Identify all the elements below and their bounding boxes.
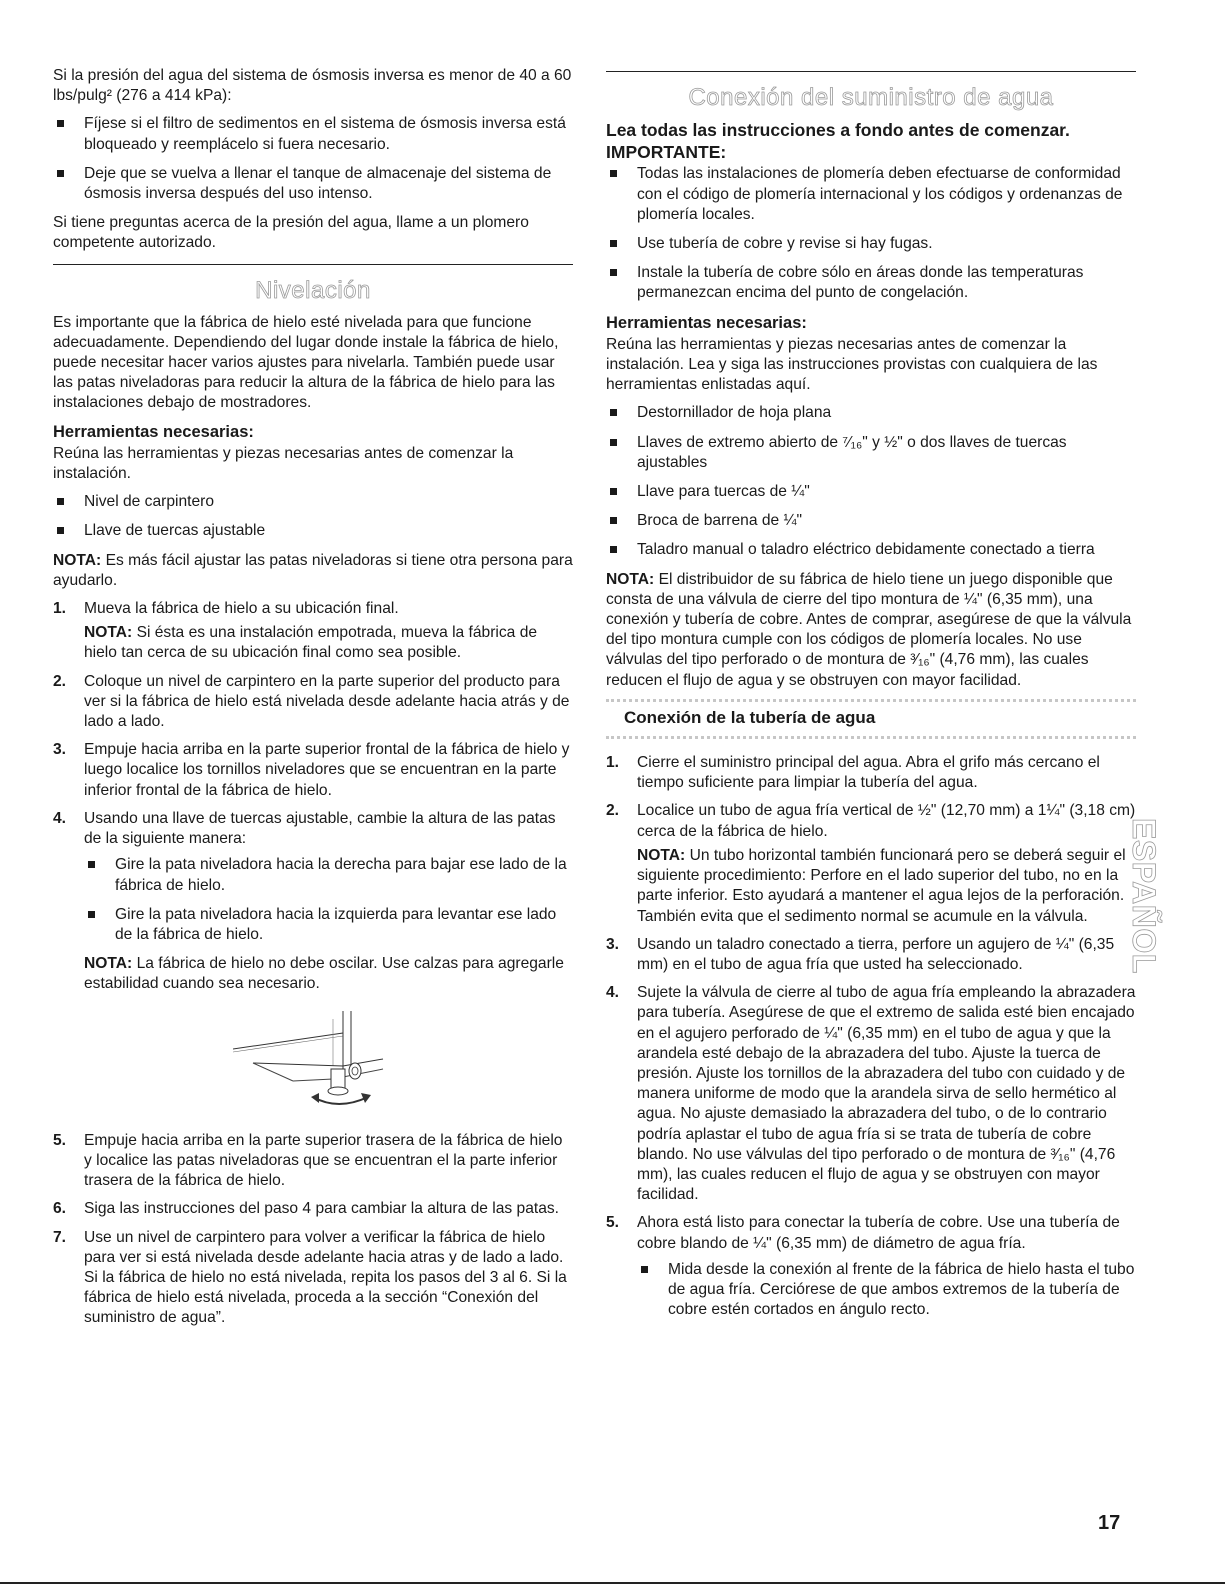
step-number: 2. <box>53 672 67 690</box>
list-item: Use tubería de cobre y revise si hay fugas. <box>606 234 1136 254</box>
step-text: Usando un taladro conectado a tierra, perfore un agujero de ¼" (6,35 mm) en el tubo de agua fría que usted ha seleccionado. <box>637 935 1115 973</box>
water-line-steps <box>606 753 1136 1320</box>
right-column <box>606 66 1136 1329</box>
list-item: Fíjese si el filtro de sedimentos en el sistema de ósmosis inversa está bloqueado y reemplácelo si fuera necesario. <box>53 114 573 154</box>
step-number: 7. <box>53 1228 67 1246</box>
list-item: Llave para tuercas de ¼" <box>606 482 1136 502</box>
step-item <box>53 1228 573 1329</box>
language-side-tab <box>1126 818 1162 1058</box>
step-number: 6. <box>53 1200 67 1218</box>
section-paragraph: Es importante que la fábrica de hielo esté nivelada para que funcione adecuadamente. Dependiendo del lugar donde instale la fábrica de hielo, puede necesitar hacer varios ajustes para nivelarla. También puede usar las patas niveladoras para reducir la altura de la fábrica de hielo para las instalaciones debajo de mostradores. <box>53 313 559 412</box>
step-number: 3. <box>606 935 620 953</box>
step-text: Usando una llave de tuercas ajustable, cambie la altura de las patas de la siguiente manera: <box>84 809 556 848</box>
step-text: Localice un tubo de agua fría vertical de ½" (12,70 mm) a 1¼" (3,18 cm) cerca de la fábrica de hielo. <box>637 802 1136 840</box>
list-item: Destornillador de hoja plana <box>606 403 1136 423</box>
subsection-title: Conexión de la tubería de agua <box>624 707 876 727</box>
list-item: Taladro manual o taladro eléctrico debidamente conectado a tierra <box>606 540 1136 560</box>
note-text: La fábrica de hielo no debe oscilar. Use calzas para agregarle estabilidad cuando sea necesario. <box>84 955 564 993</box>
important-heading: IMPORTANTE: <box>606 142 727 163</box>
note-label: NOTA: <box>606 570 655 588</box>
step-note <box>84 954 573 994</box>
step-text: Empuje hacia arriba en la parte superior frontal de la fábrica de hielo y luego localice los tornillos niveladores que se encuentran en la parte inferior frontal de la fábrica de hielo. <box>84 741 570 799</box>
step-item <box>53 740 573 801</box>
side-tab-text: ESPAÑOL <box>1126 818 1162 974</box>
list-item: Nivel de carpintero <box>53 492 573 512</box>
note-text: Es más fácil ajustar las patas niveladoras si tiene otra persona para ayudarlo. <box>53 551 573 589</box>
step-item <box>606 935 1136 975</box>
step-text: Siga las instrucciones del paso 4 para cambiar la altura de las patas. <box>84 1200 560 1218</box>
step-bullet-list <box>637 1260 1136 1321</box>
tools-heading: Herramientas necesarias: <box>606 313 807 332</box>
section-title-nivelacion: Nivelación <box>255 276 371 304</box>
list-item: Mida desde la conexión al frente de la fábrica de hielo hasta el tubo de agua fría. Cerciórese de que ambos extremos de la tubería de cobre estén cortados en ángulo recto. <box>637 1260 1136 1321</box>
step-item <box>606 983 1136 1205</box>
step-item <box>53 599 573 664</box>
note-text: Si ésta es una instalación empotrada, mueva la fábrica de hielo tan cerca de su ubicación final como sea posible. <box>84 624 538 662</box>
intro-closing-paragraph: Si tiene preguntas acerca de la presión del agua, llame a un plomero competente autorizado. <box>53 214 529 252</box>
step-text: Cierre el suministro principal del agua. Abra el grifo más cercano el tiempo suficiente para limpiar la tubería del agua. <box>637 754 1100 792</box>
step-number: 5. <box>53 1131 67 1149</box>
step-text: Coloque un nivel de carpintero en la parte superior del producto para ver si la fábrica de hielo está nivelada desde adelante hacia atrás y de lado a lado. <box>84 672 570 731</box>
section-divider <box>53 264 573 265</box>
list-item: Gire la pata niveladora hacia la izquierda para levantar ese lado de la fábrica de hielo. <box>84 905 573 945</box>
step-item <box>53 672 573 733</box>
step-item <box>53 1131 573 1192</box>
left-column <box>53 66 573 1337</box>
tools-list <box>606 403 1136 560</box>
step-item <box>606 753 1136 793</box>
step-item <box>606 1213 1136 1320</box>
list-item: Todas las instalaciones de plomería deben efectuarse de conformidad con el código de plomería internacional y los códigos y ordenanzas de plomería locales. <box>606 164 1136 225</box>
step-number: 4. <box>53 809 67 827</box>
note-label: NOTA: <box>84 624 133 642</box>
leveling-steps <box>53 599 573 994</box>
leveling-leg-illustration <box>233 1011 393 1111</box>
step-number: 2. <box>606 802 620 820</box>
step-text: Use un nivel de carpintero para volver a verificar la fábrica de hielo para ver si está nivelada desde adelante hacia atras y de lado a lado. Si la fábrica de hielo no está nivelada, repita los pasos del 3 al 6. Si la fábrica de hielo está nivelada, proceda a la sección “Conexión del suministro de agua”. <box>84 1228 567 1327</box>
list-item: Llaves de extremo abierto de ⁷⁄₁₆" y ½" o dos llaves de tuercas ajustables <box>606 433 1136 473</box>
tools-intro: Reúna las herramientas y piezas necesarias antes de comenzar la instalación. Lea y siga las instrucciones provistas con cualquiera de las herramientas enlistadas aquí. <box>606 335 1098 394</box>
step-number: 3. <box>53 741 67 759</box>
intro-bullet-list <box>53 114 573 204</box>
step-number: 1. <box>53 600 67 618</box>
step-number: 4. <box>606 984 620 1002</box>
bottom-edge-line <box>0 1582 1225 1584</box>
list-item: Broca de barrena de ¼" <box>606 511 1136 531</box>
step-note <box>84 623 573 663</box>
tools-list <box>53 492 573 541</box>
note-text: Un tubo horizontal también funcionará pero se deberá seguir el siguiente procedimiento: Perfore en el lado superior del tubo, no en la parte inferior. Esto ayudará a mantener el agua lejos de la perforación. También evita que el sedimento normal se acumule en la válvula. <box>637 846 1126 925</box>
step-item <box>53 1199 573 1219</box>
subsection-divider-bottom <box>606 736 1136 739</box>
important-list <box>606 164 1136 303</box>
note-label: NOTA: <box>53 551 102 569</box>
note-paragraph <box>53 551 573 591</box>
tools-heading: Herramientas necesarias: <box>53 422 254 441</box>
page-number: 17 <box>1098 1512 1121 1534</box>
subsection-divider-top <box>606 699 1136 702</box>
step-text: Ahora está listo para conectar la tubería de cobre. Use una tubería de cobre blando de ¼" (6,35 mm) de diámetro de agua fría. <box>637 1214 1120 1252</box>
step-text: Empuje hacia arriba en la parte superior trasera de la fábrica de hielo y localice las patas niveladoras que se encuentran el la parte inferior trasera de la fábrica de hielo. <box>84 1131 563 1190</box>
step-note <box>637 846 1136 927</box>
tools-intro: Reúna las herramientas y piezas necesarias antes de comenzar la instalación. <box>53 444 514 483</box>
step-number: 5. <box>606 1214 620 1232</box>
section-title-water-supply: Conexión del suministro de agua <box>688 84 1054 111</box>
note-label: NOTA: <box>84 955 133 973</box>
intro-paragraph: Si la presión del agua del sistema de ósmosis inversa es menor de 40 a 60 lbs/pulg² (276 a 414 kPa): <box>53 67 572 105</box>
note-paragraph <box>606 570 1136 691</box>
list-item: Deje que se vuelva a llenar el tanque de almacenaje del sistema de ósmosis inversa después del uso intenso. <box>53 164 573 204</box>
section-divider <box>606 71 1136 72</box>
list-item: Gire la pata niveladora hacia la derecha para bajar ese lado de la fábrica de hielo. <box>84 855 573 895</box>
step-number: 1. <box>606 754 620 772</box>
step-item <box>53 809 573 995</box>
list-item: Llave de tuercas ajustable <box>53 521 573 541</box>
step-text: Sujete la válvula de cierre al tubo de agua fría empleando la abrazadera para tubería. Asegúrese de que el extremo de salida esté bien encajado en el agujero perforado de ¼" (6,35 mm) en el tubo de agua y que la arandela esté debajo de la abrazadera del tubo. Ajuste la tuerca de presión. Ajuste los tornillos de la abrazadera del tubo con cuidado y de manera uniforme de modo que la arandela sirva de sello hermético al agua. No ajuste demasiado la abrazadera del tubo, o de lo contrario podría aplastar el tubo de agua fría si se trata de tubería de cobre blando. No use válvulas del tipo perforado o de montura de ³⁄₁₆" (4,76 mm), las cuales reducen el flujo de agua y se obstruyen con mayor facilidad. <box>637 984 1136 1204</box>
step-item <box>606 801 1136 926</box>
leveling-steps-continued <box>53 1131 573 1329</box>
note-label: NOTA: <box>637 846 686 864</box>
list-item: Instale la tubería de cobre sólo en áreas donde las temperaturas permanezcan encima del punto de congelación. <box>606 263 1136 303</box>
read-all-heading: Lea todas las instrucciones a fondo antes de comenzar. <box>606 120 1070 140</box>
step-bullet-list <box>84 855 573 945</box>
note-text: El distribuidor de su fábrica de hielo tiene un juego disponible que consta de una válvula de cierre del tipo montura de ¼" (6,35 mm), una conexión y tubería de cobre. Antes de comprar, asegúrese de que la válvula del tipo montura cumple con los códigos de plomería locales. No use válvulas del tipo perforado o de montura de ³⁄₁₆" (4,76 mm), las cuales reducen el flujo de agua y se obstruyen con mayor facilidad. <box>606 570 1132 689</box>
step-text: Mueva la fábrica de hielo a su ubicación final. <box>84 600 399 618</box>
